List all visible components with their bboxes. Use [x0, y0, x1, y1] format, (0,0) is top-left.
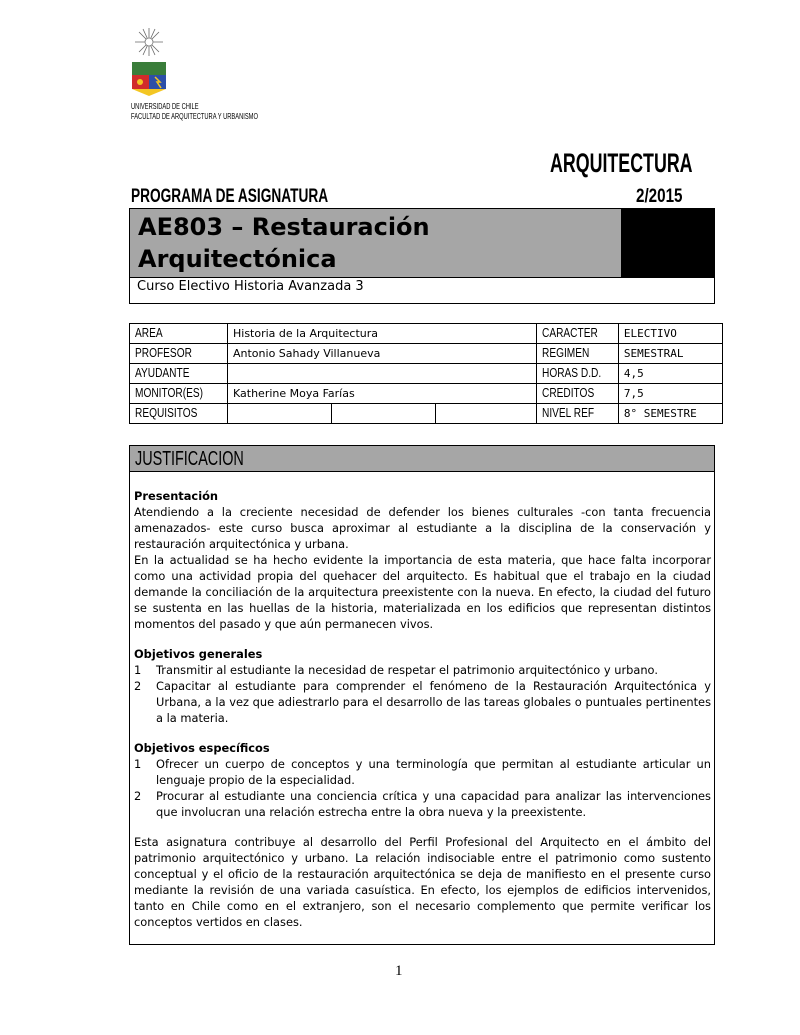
area-value: Historia de la Arquitectura	[233, 327, 378, 340]
monitor-label: MONITOR(ES)	[135, 385, 203, 400]
horas-label: HORAS D.D.	[542, 365, 602, 380]
justification-body	[134, 488, 711, 930]
justification-section	[129, 445, 715, 945]
especificos-heading: Objetivos específicos	[134, 741, 270, 755]
university-logo	[130, 26, 168, 98]
caracter-label: CARACTER	[542, 325, 598, 340]
nivel-value: 8° SEMESTRE	[623, 407, 697, 420]
term-label: 2/2015	[636, 186, 683, 207]
requisitos-label: REQUISITOS	[135, 405, 198, 420]
document-type: PROGRAMA DE ASIGNATURA	[131, 186, 329, 207]
list-item: 2 Capacitar al estudiante para comprender el fenómeno de la Restauración Arquitectónica y Urbana, a la vez que adiestrarlo para el desarrollo de las tareas globales o puntuales pertinentes a la materia.	[134, 679, 711, 725]
profesor-label: PROFESOR	[135, 345, 192, 360]
creditos-value: 7,5	[623, 387, 644, 400]
requisitos-cell-1	[228, 404, 332, 424]
course-title	[138, 211, 430, 275]
table-row	[130, 384, 723, 404]
list-item: 1 Ofrecer un cuerpo de conceptos y una terminología que permitan al estudiante articular un lenguaje propio de la especialidad.	[134, 757, 711, 787]
requisitos-cell-3	[436, 404, 537, 424]
page-number: 1	[395, 963, 403, 979]
course-subtitle: Curso Electivo Historia Avanzada 3	[137, 279, 364, 294]
institution-block	[131, 102, 318, 122]
presentacion-paragraph-1: Atendiendo a la creciente necesidad de defender los bienes culturales -con tanta frecuencia amenazados- este curso busca aproximar al estudiante a la disciplina de la conservación y restauración arquitectónica y urbana.	[134, 505, 711, 551]
course-title-line2: Arquitectónica	[138, 245, 337, 273]
regimen-label: REGIMEN	[542, 345, 590, 360]
list-item: 1 Transmitir al estudiante la necesidad de respetar el patrimonio arquitectónico y urbano.	[134, 663, 658, 677]
title-divider	[130, 277, 714, 278]
caracter-value: ELECTIVO	[623, 327, 677, 340]
table-row	[130, 324, 723, 344]
ayudante-label: AYUDANTE	[135, 365, 190, 380]
department-title: ARQUITECTURA	[550, 148, 693, 178]
presentacion-heading: Presentación	[134, 489, 219, 503]
creditos-label: CREDITOS	[542, 385, 595, 400]
justification-heading: JUSTIFICACION	[135, 448, 244, 470]
table-row	[130, 364, 723, 384]
title-black-block	[621, 209, 714, 277]
closing-paragraph: Esta asignatura contribuye al desarrollo del Perfil Profesional del Arquitecto en el ámbito del patrimonio arquitectónico y urbano. La relación indisociable entre el patrimonio como sustento conceptual y el oficio de la restauración arquitectónica se deja de manifiesto en el presente curso mediante la revisión de una variada casuística. En efecto, los ejemplos de edificios intervenidos, tanto en Chile como en el extranjero, son el necesario complemento que permite verificar los conceptos vertidos en clases.	[134, 835, 711, 929]
course-title-box	[129, 208, 715, 304]
list-item: 2 Procurar al estudiante una conciencia crítica y una capacidad para analizar las intervenciones que involucran una relación estrecha entre la obra nueva y la preexistente.	[134, 789, 711, 819]
presentacion-paragraph-2: En la actualidad se ha hecho evidente la importancia de esta materia, que hace falta incorporar como una actividad propia del quehacer del arquitecto. Es habitual que el trabajo en la ciudad demande la conciliación de la arquitectura preexistente con la nueva. En efecto, la ciudad del futuro se sustenta en las huellas de la historia, materializada en los edificios que representan distintos momentos del pasado y que aún permanecen vivos.	[134, 553, 711, 631]
generales-heading: Objetivos generales	[134, 647, 263, 661]
course-title-line1: AE803 – Restauración	[138, 213, 430, 241]
requisitos-cell-2	[332, 404, 436, 424]
nivel-label: NIVEL REF	[542, 405, 595, 420]
area-label: AREA	[135, 325, 163, 340]
monitor-value: Katherine Moya Farías	[233, 387, 355, 400]
table-row	[130, 344, 723, 364]
course-info-table	[129, 323, 723, 424]
table-row	[130, 404, 723, 424]
profesor-value: Antonio Sahady Villanueva	[233, 347, 381, 360]
institution-name: UNIVERSIDAD DE CHILE	[131, 102, 199, 111]
horas-value: 4,5	[623, 367, 644, 380]
faculty-name: FACULTAD DE ARQUITECTURA Y URBANISMO	[131, 112, 258, 121]
regimen-value: SEMESTRAL	[623, 347, 684, 360]
justification-header	[130, 446, 714, 472]
